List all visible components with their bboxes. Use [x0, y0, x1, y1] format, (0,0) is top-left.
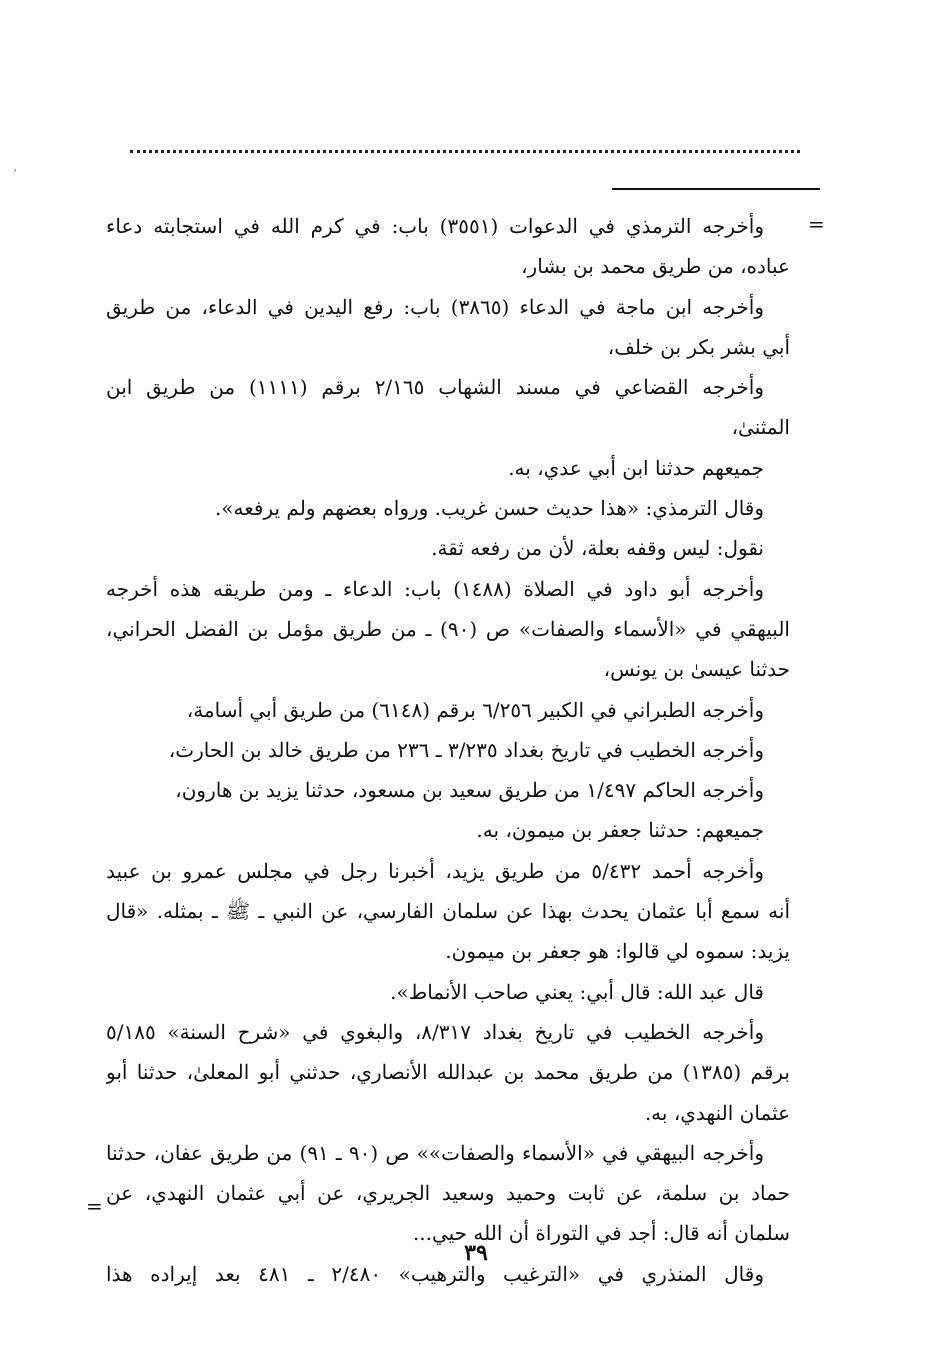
- text-line: وأخرجه الخطيب في تاريخ بغداد ٨/٣١٧، والبغوي في «شرح السنة» ٥/١٨٥: [106, 1019, 764, 1044]
- text-line: سلمان أنه قال: أجد في التوراة أن الله حيي...: [412, 1221, 790, 1246]
- page-number: ٣٩: [464, 1240, 488, 1266]
- text-line: عباده، من طريق محمد بن بشار،: [521, 254, 790, 279]
- footnote-text: [106, 206, 790, 1294]
- text-line: جميعهم: حدثنا جعفر بن ميمون، به.: [476, 818, 764, 843]
- text-line: جميعهم حدثنا ابن أبي عدي، به.: [508, 455, 764, 480]
- dotted-separator: [130, 150, 800, 153]
- text-line: برقم (١٣٨٥) من طريق محمد بن عبدالله الأنصاري، حدثني أبو المعلىٰ، حدثنا أبو: [106, 1060, 790, 1085]
- text-line: وأخرجه الطبراني في الكبير ٦/٢٥٦ برقم (٦١٤٨) من طريق أبي أسامة،: [186, 697, 764, 722]
- text-line: قال عبد الله: قال أبي: يعني صاحب الأنماط».: [390, 979, 764, 1004]
- footnote-rule: [612, 188, 820, 190]
- text-line: حماد بن سلمة، عن ثابت وحميد وسعيد الجريري، عن أبي عثمان النهدي، عن: [106, 1181, 790, 1206]
- text-line: وأخرجه أحمد ٥/٤٣٢ من طريق يزيد، أخبرنا رجل في مجلس عمرو بن عبيد: [106, 858, 764, 883]
- text-line: يزيد: سموه لي قالوا: هو جعفر بن ميمون.: [445, 939, 790, 964]
- text-line: نقول: ليس وقفه بعلة، لأن من رفعه ثقة.: [431, 536, 764, 561]
- continuation-mark-bottom: =: [86, 1194, 103, 1218]
- text-line: وأخرجه القضاعي في مسند الشهاب ٢/١٦٥ برقم (١١١١) من طريق ابن: [106, 375, 765, 400]
- margin-smudge: ˊ: [10, 167, 25, 185]
- text-line: عثمان النهدي، به.: [644, 1100, 790, 1125]
- text-line: المثنىٰ،: [731, 415, 790, 440]
- text-line: أبي بشر بكر بن خلف،: [607, 334, 790, 359]
- text-line: وأخرجه الخطيب في تاريخ بغداد ٣/٢٣٥ ـ ٢٣٦ من طريق خالد بن الحارث،: [168, 737, 764, 762]
- text-line: وأخرجه أبو داود في الصلاة (١٤٨٨) باب: الدعاء ـ ومن طريقه هذه أخرجه: [106, 576, 764, 601]
- text-line: وقال المنذري في «الترغيب والترهيب» ٢/٤٨٠ ـ ٤٨١ بعد إيراده هذا: [106, 1261, 764, 1286]
- continuation-mark-top: =: [808, 212, 825, 236]
- text-line: وقال الترمذي: «هذا حديث حسن غريب. ورواه بعضهم ولم يرفعه».: [214, 496, 764, 521]
- text-line: وأخرجه ابن ماجة في الدعاء (٣٨٦٥) باب: رفع اليدين في الدعاء، من طريق: [106, 294, 764, 319]
- text-line: البيهقي في «الأسماء والصفات» ص (٩٠) ـ من طريق مؤمل بن الفضل الحراني،: [106, 616, 790, 641]
- text-line: وأخرجه البيهقي في «الأسماء والصفات»» ص (٩٠ ـ ٩١) من طريق عفان، حدثنا: [106, 1140, 765, 1165]
- text-line: أنه سمع أبا عثمان يحدث بهذا عن سلمان الفارسي، عن النبي ـ ﷺ ـ بمثله. «قال: [106, 899, 790, 924]
- text-line: حدثنا عيسىٰ بن يونس،: [603, 657, 790, 682]
- text-line: وأخرجه الترمذي في الدعوات (٣٥٥١) باب: في كرم الله في استجابته دعاء: [106, 214, 764, 238]
- text-line: وأخرجه الحاكم ١/٤٩٧ من طريق سعيد بن مسعود، حدثنا يزيد بن هارون،: [175, 778, 764, 803]
